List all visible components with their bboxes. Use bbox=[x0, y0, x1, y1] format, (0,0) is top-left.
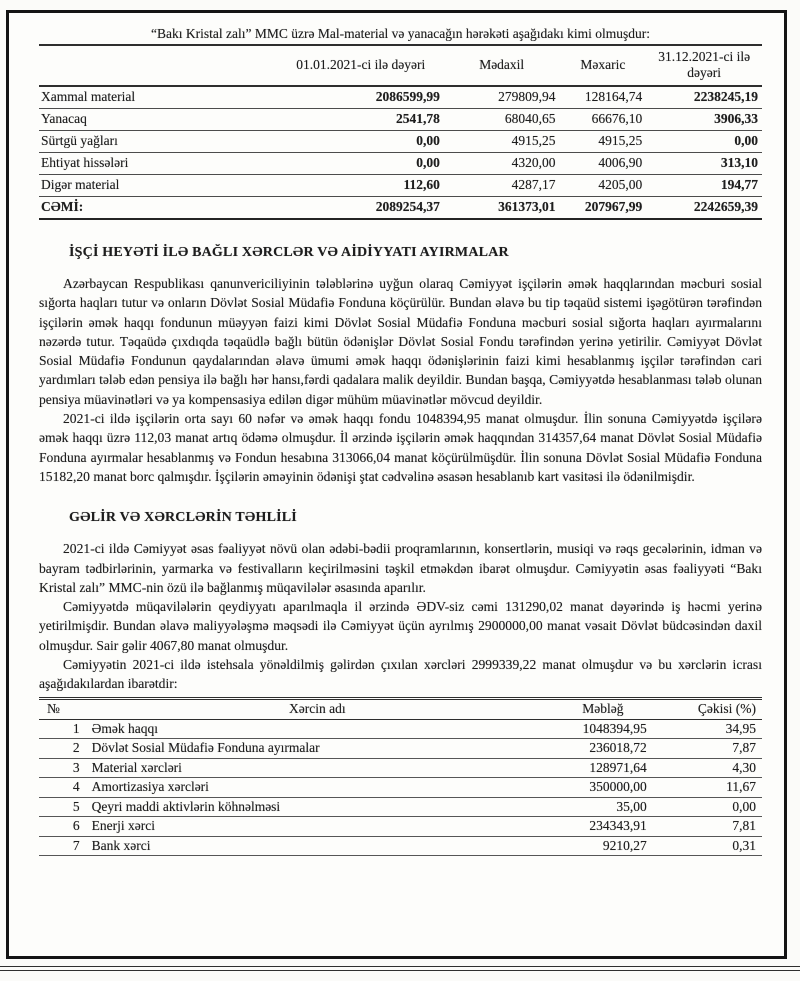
expenses-table-header bbox=[39, 698, 762, 719]
opening-balance-cell: 2086599,99 bbox=[278, 86, 444, 109]
closing-balance-cell: 2238245,19 bbox=[646, 86, 762, 109]
scan-bottom-rule bbox=[0, 966, 800, 971]
staff-section-paragraphs bbox=[39, 274, 762, 486]
expense-name-cell: Bank xərci bbox=[90, 836, 545, 856]
amount-cell: 1048394,95 bbox=[545, 719, 661, 739]
share-cell: 7,87 bbox=[661, 739, 762, 759]
materials-table-row bbox=[39, 130, 762, 152]
expenses-table-row bbox=[39, 758, 762, 778]
row-label: Yanacaq bbox=[39, 108, 278, 130]
expenses-table bbox=[39, 697, 762, 857]
materials-movement-table bbox=[39, 44, 762, 220]
outflow-cell: 4205,00 bbox=[560, 174, 647, 196]
row-number-cell: 1 bbox=[39, 719, 90, 739]
share-cell: 0,31 bbox=[661, 836, 762, 856]
amount-cell: 234343,91 bbox=[545, 817, 661, 837]
row-number-cell: 3 bbox=[39, 758, 90, 778]
materials-table-total bbox=[39, 196, 762, 219]
page-frame bbox=[6, 10, 787, 959]
header-closing-value: 31.12.2021-ci ilə dəyəri bbox=[646, 45, 762, 86]
page-content bbox=[9, 13, 784, 856]
inflow-cell: 279809,94 bbox=[444, 86, 560, 109]
outflow-cell: 4006,90 bbox=[560, 152, 647, 174]
expenses-table-row bbox=[39, 719, 762, 739]
expenses-table-row bbox=[39, 778, 762, 798]
row-label: Xammal material bbox=[39, 86, 278, 109]
amount-cell: 350000,00 bbox=[545, 778, 661, 798]
expense-name-cell: Enerji xərci bbox=[90, 817, 545, 837]
expense-name-cell: Dövlət Sosial Müdafiə Fonduna ayırmalar bbox=[90, 739, 545, 759]
share-cell: 11,67 bbox=[661, 778, 762, 798]
outflow-cell: 128164,74 bbox=[560, 86, 647, 109]
income-section-paragraphs bbox=[39, 539, 762, 693]
expense-name-cell: Qeyri maddi aktivlərin köhnəlməsi bbox=[90, 797, 545, 817]
closing-balance-cell: 313,10 bbox=[646, 152, 762, 174]
header-amount: Məbləğ bbox=[545, 698, 661, 719]
header-expense-name: Xərcin adı bbox=[90, 698, 545, 719]
outflow-cell: 66676,10 bbox=[560, 108, 647, 130]
header-number: № bbox=[39, 698, 90, 719]
inflow-cell: 4320,00 bbox=[444, 152, 560, 174]
closing-balance-cell: 194,77 bbox=[646, 174, 762, 196]
share-cell: 34,95 bbox=[661, 719, 762, 739]
row-number-cell: 4 bbox=[39, 778, 90, 798]
amount-cell: 236018,72 bbox=[545, 739, 661, 759]
expenses-table-body bbox=[39, 719, 762, 856]
expense-name-cell: Əmək haqqı bbox=[90, 719, 545, 739]
header-inflow: Mədaxil bbox=[444, 45, 560, 86]
total-row bbox=[39, 196, 762, 219]
expense-name-cell: Amortizasiya xərcləri bbox=[90, 778, 545, 798]
share-cell: 4,30 bbox=[661, 758, 762, 778]
inflow-cell: 4287,17 bbox=[444, 174, 560, 196]
amount-cell: 35,00 bbox=[545, 797, 661, 817]
paragraph: 2021-ci ildə Cəmiyyət əsas fəaliyyət növü olan ədəbi-bədii proqramlarının, konsertlərin, musiqi və rəqs gecələrinin, idman və bayram tədbirlərinin, yarmarka və festivalların keçirilməsini təşkil etməkdən ibarət olmuşdur. Cəmiyyətin əsas fəaliyyəti “Bakı Kristal zalı” MMC-nin özü ilə bağlanmış müqavilələr əsasında aparılır. bbox=[39, 541, 762, 595]
row-number-cell: 2 bbox=[39, 739, 90, 759]
total-label: CƏMİ: bbox=[39, 196, 278, 219]
opening-balance-cell: 2541,78 bbox=[278, 108, 444, 130]
closing-balance-cell: 3906,33 bbox=[646, 108, 762, 130]
paragraph: Azərbaycan Respublikası qanunvericiliyinin tələblərinə uyğun olaraq Cəmiyyət işçilərin əmək haqqlarından məcburi sosial sığorta haqları tutur və onların Dövlət Sosial Müdafiə Fonduna köçürülür. Bundan əlavə bu tip təqaüd sistemi işəgötürən tərəfindən işçilərin əmək haqqı fondunun müəyyən faizi kimi Dövlət Sosial Müdafiə Fonduna məcburi sosial sığorta haqları ayırmalarını nəzərdə tutur. Təqaüdə çıxdıqda təqaüdlə bağlı bütün ödənişlər Dövlət Sosial Fondu tərəfindən yerinə yetirilir. Cəmiyyət Dövlət Sosial Müdafiə Fondunun qaydalarından əlavə ümumi əmək haqqı ödənişlərinin faizi kimi hesablanmış işçilər tərəfindən cari yardımları tələb edən pensiya ilə bağlı hər hansı,fərdi qadalara malik deyildir. Bundan başqa, Cəmiyyətdə hesablanması tələb olunan pensiya müavinətləri və ya kompensasiya edilən digər mühüm müavinətlər mövcud deyildir. bbox=[39, 275, 762, 407]
row-label: Sürtgü yağları bbox=[39, 130, 278, 152]
document-title: “Bakı Kristal zalı” MMC üzrə Mal-material və yanacağın hərəkəti aşağıdakı kimi olmuşdur: bbox=[151, 26, 650, 41]
paragraph: 2021-ci ildə işçilərin orta sayı 60 nəfər və əmək haqqı fondu 1048394,95 manat olmuşdur. İlin sonuna Cəmiyyətdə işçilərə əmək haqqı üzrə 112,03 manat artıq ödəmə olmuşdur. İl ərzində işçilərin əmək haqqından 314357,64 manat Dövlət Sosial Müdafiə Fonduna ayırmalar hesablanmış və Fondun hesabına 313066,04 manat köçürülmüşdür. İlin sonuna Dövlət Sosial Müdafiə Fonduna 15182,20 manat borc qalmışdır. İşçilərin əməyinin ödənişi ştat cədvəlinə əsasən hesablanıb kart vasitəsi ilə ödənilmişdir. bbox=[39, 411, 762, 484]
total-closing-cell: 2242659,39 bbox=[646, 196, 762, 219]
expenses-table-row bbox=[39, 817, 762, 837]
share-cell: 0,00 bbox=[661, 797, 762, 817]
row-number-cell: 5 bbox=[39, 797, 90, 817]
total-opening-cell: 2089254,37 bbox=[278, 196, 444, 219]
opening-balance-cell: 112,60 bbox=[278, 174, 444, 196]
staff-section-heading: İŞÇİ HEYƏTİ İLƏ BAĞLI XƏRCLƏR VƏ AİDİYYATI AYIRMALAR bbox=[69, 244, 509, 260]
closing-balance-cell: 0,00 bbox=[646, 130, 762, 152]
header-empty bbox=[39, 45, 278, 86]
opening-balance-cell: 0,00 bbox=[278, 130, 444, 152]
expense-name-cell: Material xərcləri bbox=[90, 758, 545, 778]
expenses-table-row bbox=[39, 836, 762, 856]
expenses-table-row bbox=[39, 739, 762, 759]
paragraph: Cəmiyyətdə müqavilələrin qeydiyyatı aparılmaqla il ərzində ƏDV-siz cəmi 131290,02 manat dəyərində iş həcmi yerinə yetirilmişdir. Bundan əlavə maliyyələşmə məqsədi ilə Cəmiyyət üçün ayrılmış 2900000,00 manat vəsait Dövlət büdcəsindən daxil olmuşdur. Sair gəlir 4067,80 manat olmuşdur. bbox=[39, 599, 762, 653]
inflow-cell: 4915,25 bbox=[444, 130, 560, 152]
inflow-cell: 68040,65 bbox=[444, 108, 560, 130]
paragraph: Cəmiyyətin 2021-ci ildə istehsala yönəldilmiş gəlirdən çıxılan xərcləri 2999339,22 manat olmuşdur və bu xərclərin icrası aşağıdakılardan ibarətdir: bbox=[39, 656, 762, 692]
income-section-heading: GƏLİR VƏ XƏRCLƏRİN TƏHLİLİ bbox=[69, 510, 297, 526]
header-outflow: Məxaric bbox=[560, 45, 647, 86]
materials-table-header bbox=[39, 45, 762, 86]
total-inflow-cell: 361373,01 bbox=[444, 196, 560, 219]
materials-table-row bbox=[39, 174, 762, 196]
row-label: Ehtiyat hissələri bbox=[39, 152, 278, 174]
expenses-table-row bbox=[39, 797, 762, 817]
share-cell: 7,81 bbox=[661, 817, 762, 837]
row-number-cell: 6 bbox=[39, 817, 90, 837]
materials-table-row bbox=[39, 152, 762, 174]
amount-cell: 9210,27 bbox=[545, 836, 661, 856]
materials-table-row bbox=[39, 86, 762, 109]
materials-table-row bbox=[39, 108, 762, 130]
amount-cell: 128971,64 bbox=[545, 758, 661, 778]
opening-balance-cell: 0,00 bbox=[278, 152, 444, 174]
header-share: Çəkisi (%) bbox=[661, 698, 762, 719]
row-number-cell: 7 bbox=[39, 836, 90, 856]
row-label: Digər material bbox=[39, 174, 278, 196]
materials-table-body bbox=[39, 86, 762, 197]
outflow-cell: 4915,25 bbox=[560, 130, 647, 152]
total-outflow-cell: 207967,99 bbox=[560, 196, 647, 219]
header-opening-value: 01.01.2021-ci ilə dəyəri bbox=[278, 45, 444, 86]
